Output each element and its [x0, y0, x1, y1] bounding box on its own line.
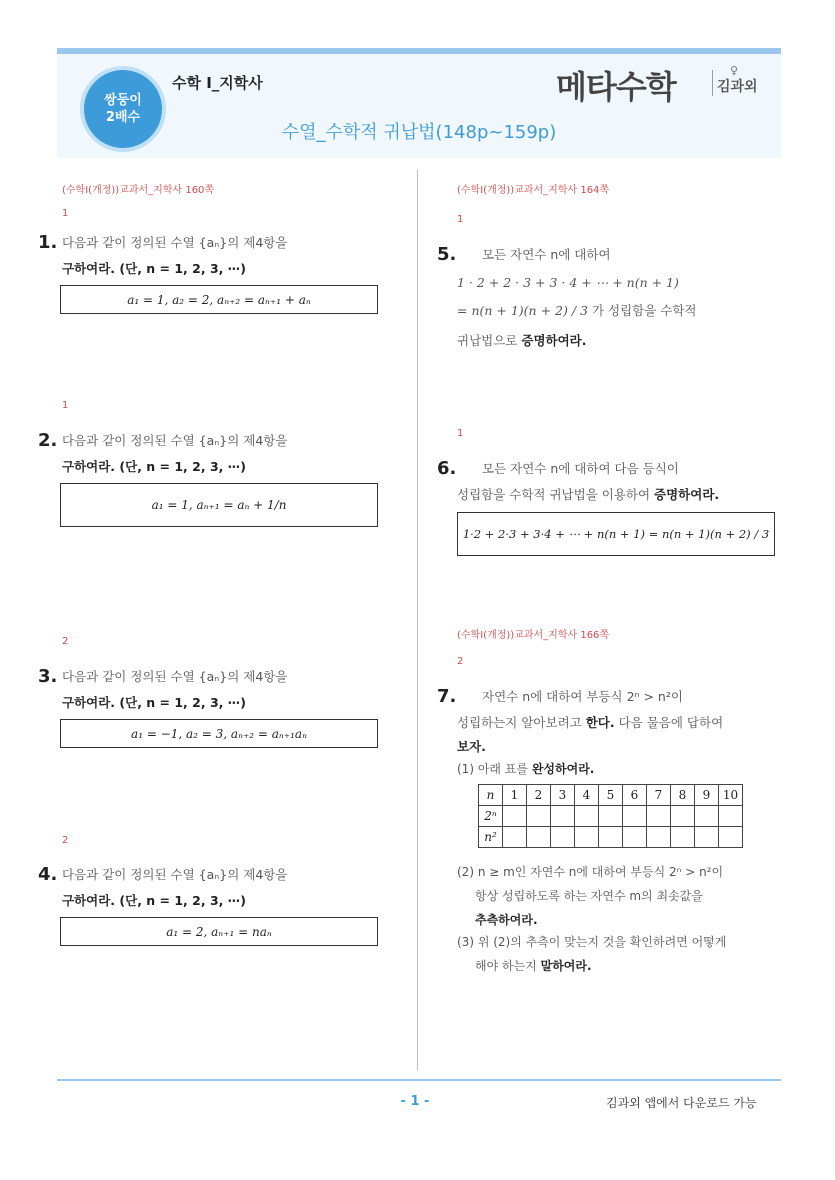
- table-cell: 1: [503, 785, 527, 806]
- subquestion-2: (2) n ≥ m인 자연수 n에 대하여 부등식 2ⁿ > n²이 항상 성립하도록 하는 자연수 m의 최솟값을 추측하여라.: [457, 865, 724, 927]
- subject-label: 수학 Ⅰ_지학사: [172, 74, 263, 92]
- formula-box: a₁ = 1, a₂ = 2, aₙ₊₂ = aₙ₊₁ + aₙ: [60, 285, 378, 314]
- formula-box: a₁ = 1, aₙ₊₁ = aₙ + 1/n: [60, 483, 378, 527]
- question-number: 4.: [38, 864, 58, 885]
- table-row: [479, 827, 743, 848]
- table-cell: 6: [623, 785, 647, 806]
- source-citation: (수학I(개정))교과서_지학사 164쪽: [457, 185, 610, 196]
- column-divider: [417, 170, 418, 1070]
- question-text: 보자.: [457, 739, 486, 754]
- table-row: [479, 806, 743, 827]
- question-text: 모든 자연수 n에 대하여: [482, 247, 611, 262]
- equation-line: 1 · 2 + 2 · 3 + 3 · 4 + ⋯ + n(n + 1): [457, 275, 679, 290]
- question-number: 1.: [38, 232, 58, 253]
- badge-line2: 2배수: [105, 110, 141, 125]
- question-text: 다음과 같이 정의된 수열 {aₙ}의 제4항을: [62, 433, 288, 448]
- table-cell: 4: [575, 785, 599, 806]
- table-cell: 5: [599, 785, 623, 806]
- formula-box: a₁ = 2, aₙ₊₁ = naₙ: [60, 917, 378, 946]
- question-instruction: 구하여라. (단, n = 1, 2, 3, ⋯): [62, 261, 246, 276]
- question-text: 성립하는지 알아보려고 한다. 다음 물음에 답하여: [457, 715, 724, 730]
- formula-box: a₁ = −1, a₂ = 3, aₙ₊₂ = aₙ₊₁aₙ: [60, 719, 378, 748]
- question-instruction: 귀납법으로 증명하여라.: [457, 333, 587, 348]
- subquestion-1: (1) 아래 표를 완성하여라.: [457, 762, 595, 776]
- question-text: 다음과 같이 정의된 수열 {aₙ}의 제4항을: [62, 867, 288, 882]
- table-cell: 9: [695, 785, 719, 806]
- question-instruction: 구하여라. (단, n = 1, 2, 3, ⋯): [62, 695, 246, 710]
- question-number: 7.: [437, 686, 457, 707]
- table-row-label: n²: [479, 827, 503, 848]
- equation-line: = n(n + 1)(n + 2) / 3 가 성립함을 수학적: [457, 303, 697, 318]
- question-number: 3.: [38, 666, 58, 687]
- subquestion-3: (3) 위 (2)의 추측이 맞는지 것을 확인하려면 어떻게 해야 하는지 말하여라.: [457, 935, 727, 973]
- question-text: 자연수 n에 대하여 부등식 2ⁿ > n²이: [482, 689, 683, 704]
- page-number: - 1 -: [400, 1094, 430, 1109]
- meta-math-logo: 메타수학: [556, 68, 676, 106]
- source-citation: (수학I(개정))교과서_지학사 160쪽: [62, 185, 215, 196]
- logo-divider: [712, 70, 713, 96]
- difficulty-level: 1: [62, 208, 69, 219]
- question-instruction: 구하여라. (단, n = 1, 2, 3, ⋯): [62, 893, 246, 908]
- value-table: [478, 784, 743, 848]
- table-cell: 7: [647, 785, 671, 806]
- unit-title: 수열_수학적 귀납법(148p~159p): [281, 122, 557, 143]
- table-header-row: [479, 785, 743, 806]
- person-icon: ♀: [730, 64, 739, 77]
- question-number: 5.: [437, 244, 457, 265]
- difficulty-level: 1: [457, 214, 464, 225]
- difficulty-level: 1: [457, 428, 464, 439]
- table-row-label: 2ⁿ: [479, 806, 503, 827]
- download-note: 김과외 앱에서 다운로드 가능: [606, 1096, 757, 1110]
- difficulty-level: 1: [62, 400, 69, 411]
- table-cell: n: [479, 785, 503, 806]
- question-instruction: 구하여라. (단, n = 1, 2, 3, ⋯): [62, 459, 246, 474]
- difficulty-level: 2: [62, 835, 69, 846]
- table-cell: 2: [527, 785, 551, 806]
- question-instruction: 성립함을 수학적 귀납법을 이용하여 증명하여라.: [457, 487, 720, 502]
- difficulty-level: 2: [62, 636, 69, 647]
- badge-line1: 쌍둥이: [104, 93, 142, 108]
- table-cell: 10: [719, 785, 743, 806]
- source-citation: (수학I(개정))교과서_지학사 166쪽: [457, 630, 610, 641]
- brand-name: 김과외: [717, 79, 758, 95]
- question-text: 다음과 같이 정의된 수열 {aₙ}의 제4항을: [62, 669, 288, 684]
- footer-rule: [57, 1079, 781, 1081]
- question-text: 모든 자연수 n에 대하여 다음 등식이: [482, 461, 679, 476]
- difficulty-level: 2: [457, 656, 464, 667]
- question-number: 6.: [437, 458, 457, 479]
- question-number: 2.: [38, 430, 58, 451]
- table-cell: 8: [671, 785, 695, 806]
- question-text: 다음과 같이 정의된 수열 {aₙ}의 제4항을: [62, 235, 288, 250]
- table-cell: 3: [551, 785, 575, 806]
- formula-box: 1·2 + 2·3 + 3·4 + ⋯ + n(n + 1) = n(n + 1)(n + 2) / 3: [457, 512, 775, 556]
